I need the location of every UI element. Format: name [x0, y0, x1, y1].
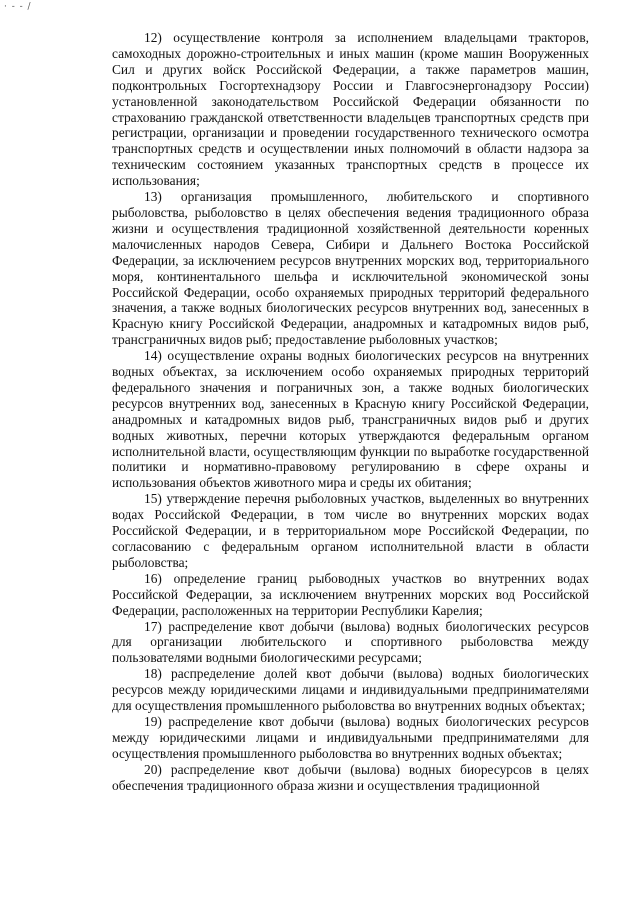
paragraph-item-15: 15) утверждение перечня рыболовных участков, выделенных во внутренних водах Российской Федерации, в том числе во внутренних морских водах Российской Федерации, и в территориальном море Российской Федерации, по согласованию с федеральным органом исполнительной власти в области рыболовства; [112, 491, 589, 570]
paragraph-item-20: 20) распределение квот добычи (вылова) водных биоресурсов в целях обеспечения традиционного образа жизни и осуществления традиционной [112, 761, 589, 793]
paragraph-item-13: 13) организация промышленного, любительского и спортивного рыболовства, рыболовство в целях обеспечения ведения традиционного образа жизни и осуществления традиционной хозяйственной деятельности коренных малочисленных народов Севера, Сибири и Дальнего Востока Российской Федерации, за исключением ресурсов внутренних морских вод, территориального моря, континентального шельфа и исключительной экономической зоны Российской Федерации, особо охраняемых природных территорий федерального значения, а также водных биологических ресурсов внутренних вод, занесенных в Красную книгу Российской Федерации, анадромных и катадромных видов рыб, трансграничных видов рыб; предоставление рыболовных участков; [112, 189, 589, 348]
paragraph-item-12: 12) осуществление контроля за исполнением владельцами тракторов, самоходных дорожно-строительных и иных машин (кроме машин Вооруженных Сил и других войск Российской Федерации, а также параметров машин, подконтрольных Госгортехнадзору России и Главгосэнергонадзору России) установленной законодательством Российской Федерации обязанности по страхованию гражданской ответственности владельцев транспортных средств при регистрации, организации и проведении государственного технического осмотра транспортных средств и осуществлении иных полномочий в области надзора за техническим состоянием указанных транспортных средств в процессе их использования; [112, 30, 589, 189]
paragraph-item-18: 18) распределение долей квот добычи (вылова) водных биологических ресурсов между юридическими лицами и индивидуальными предпринимателями для осуществления промышленного рыболовства во внутренних водных объектах; [112, 666, 589, 714]
paragraph-item-17: 17) распределение квот добычи (вылова) водных биологических ресурсов для организации любительского и спортивного рыболовства между пользователями водными биологическими ресурсами; [112, 618, 589, 666]
scan-corner-mark: · - ‐ / [4, 2, 32, 12]
paragraph-item-14: 14) осуществление охраны водных биологических ресурсов на внутренних водных объектах, за исключением особо охраняемых природных территорий федерального значения и пограничных зон, а также водных биологических ресурсов внутренних вод, занесенных в Красную книгу Российской Федерации, анадромных и катадромных видов рыб, трансграничных видов рыб и других водных животных, перечни которых утверждаются федеральным органом исполнительной власти, осуществляющим функции по выработке государственной политики и нормативно-правовому регулированию в сфере охраны и использования объектов животного мира и среды их обитания; [112, 348, 589, 491]
paragraph-item-19: 19) распределение квот добычи (вылова) водных биологических ресурсов между юридическими лицами и индивидуальными предпринимателями для осуществления промышленного рыболовства во внутренних водных объектах; [112, 713, 589, 761]
document-body [112, 30, 589, 794]
paragraph-item-16: 16) определение границ рыбоводных участков во внутренних водах Российской Федерации, за исключением внутренних морских вод Российской Федерации, расположенных на территории Республики Карелия; [112, 570, 589, 618]
